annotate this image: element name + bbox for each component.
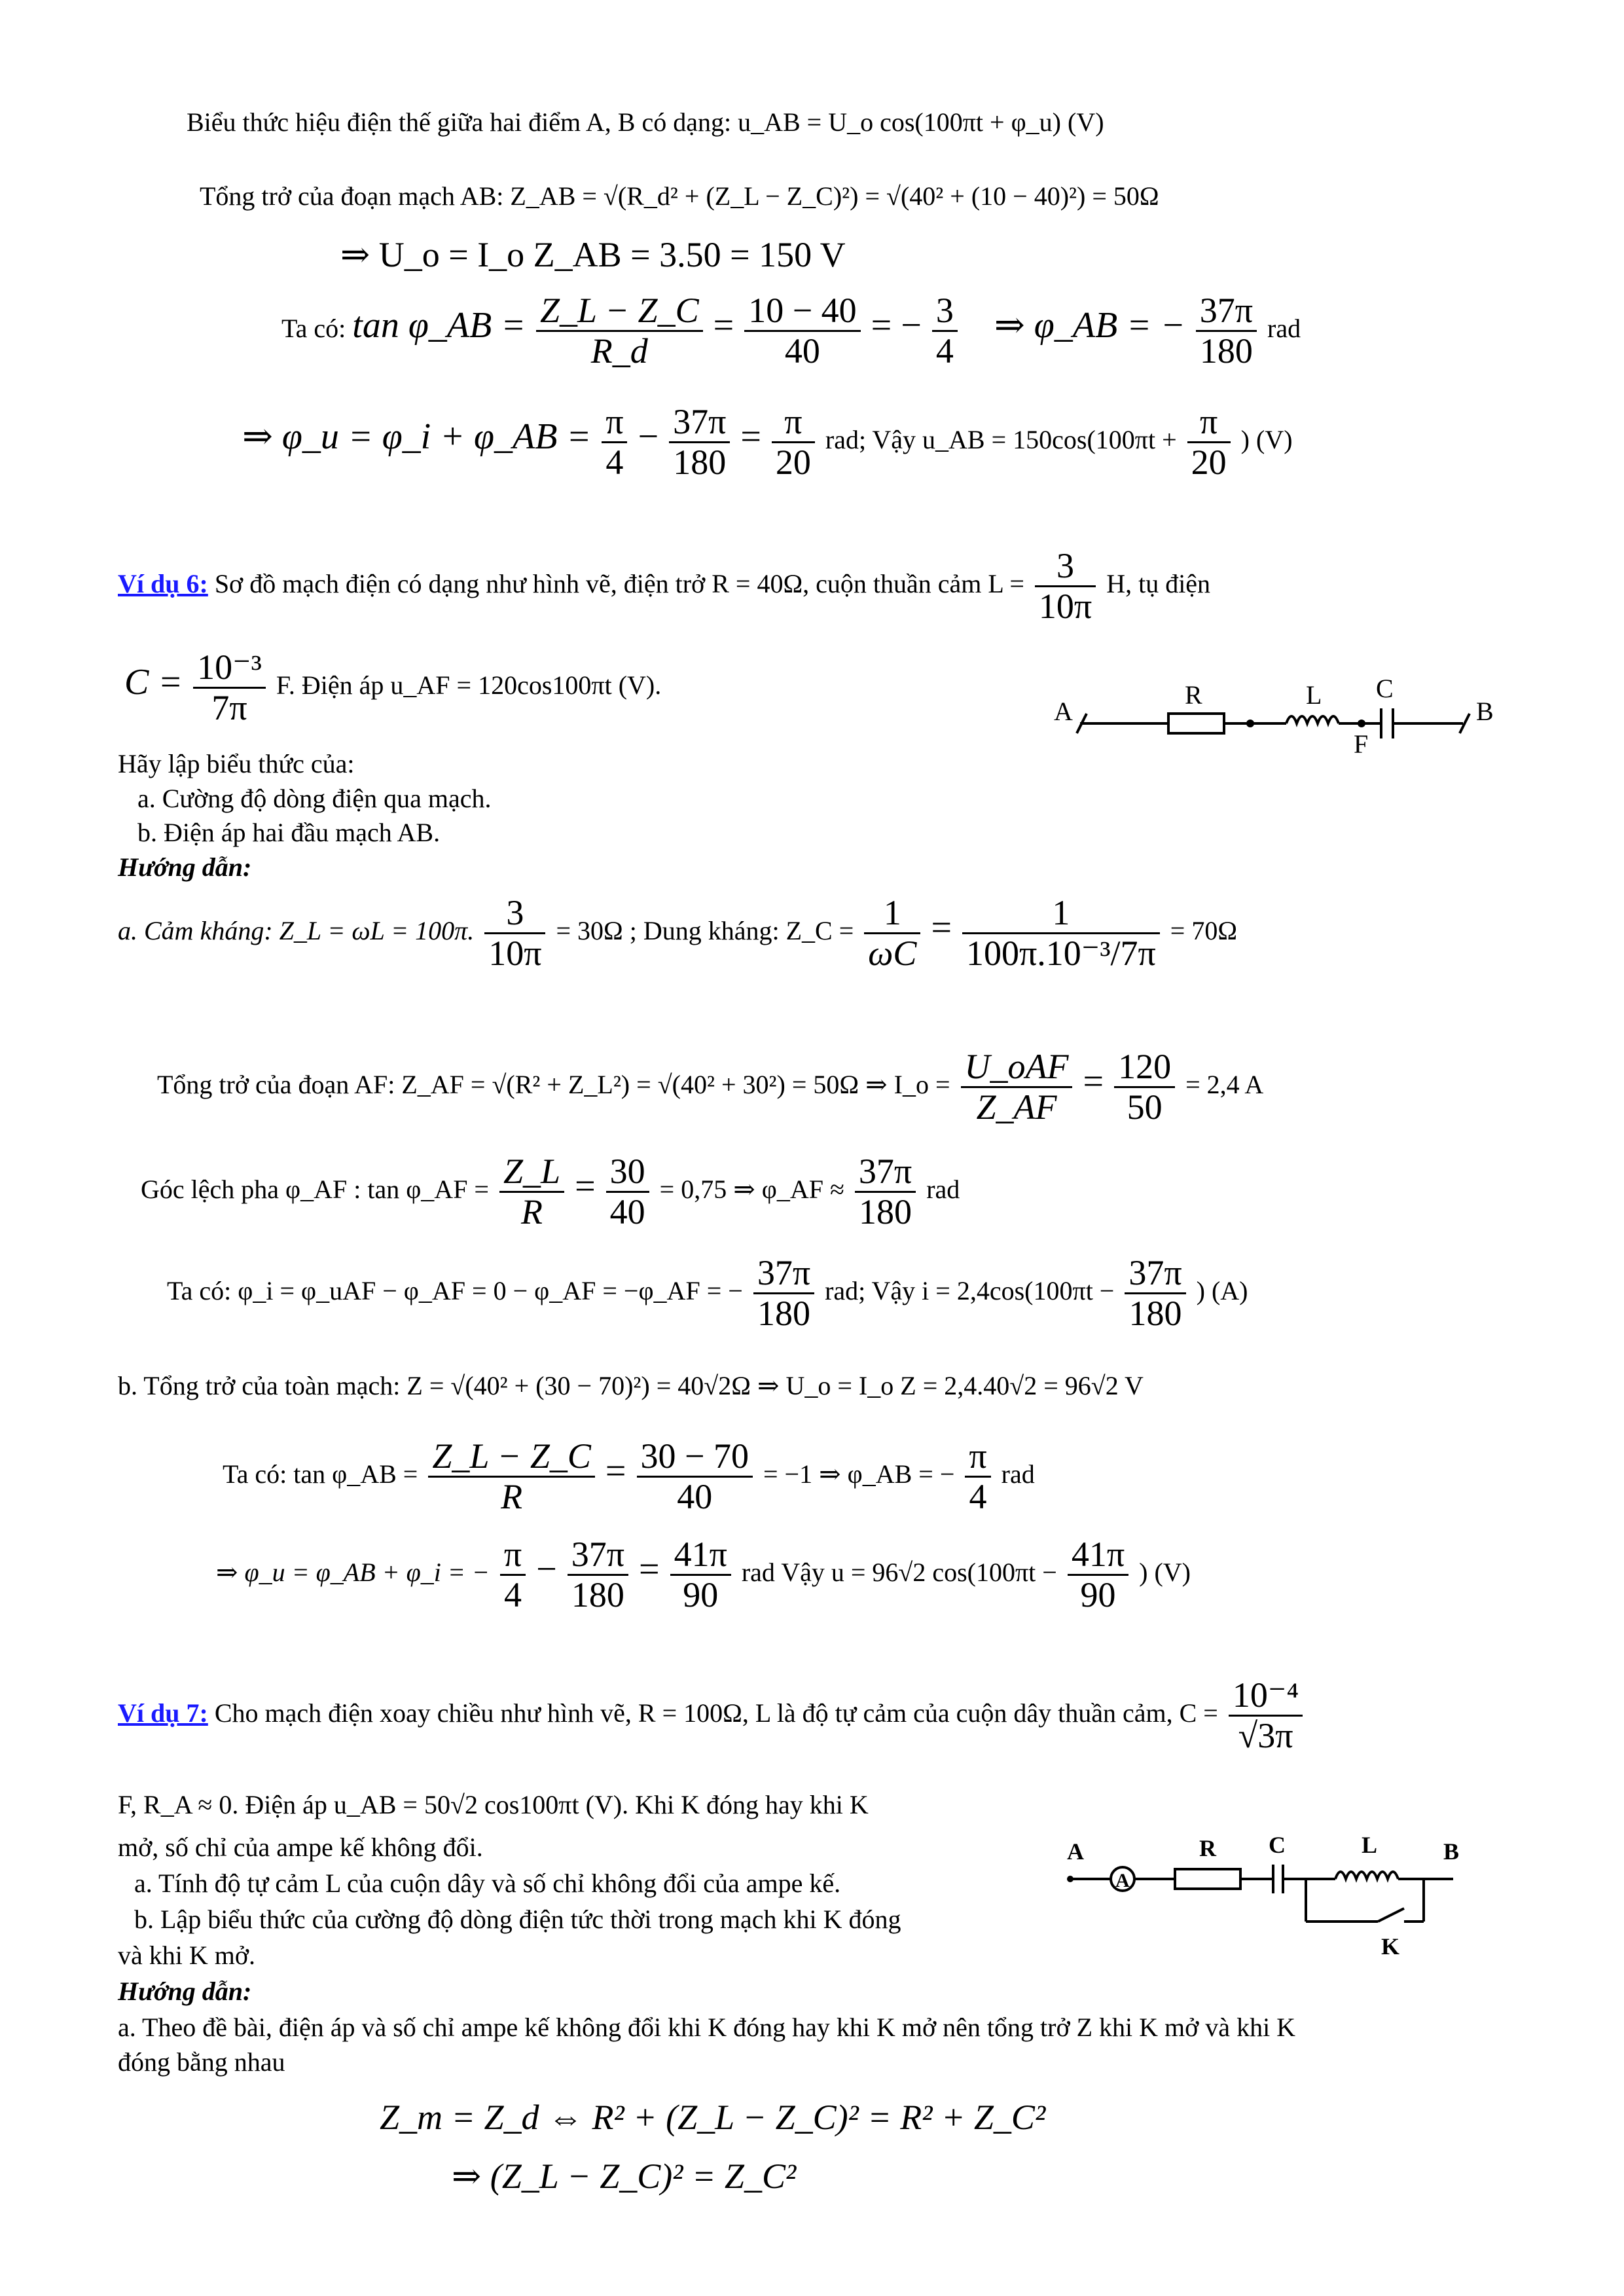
example-7-question-b-cont: và khi K mở. [118,1941,256,1970]
solution-6-a-phase: Góc lệch pha φ_AF : tan φ_AF = $\frac{Z\_L}{R}$ = $\frac{30}{40}$ = 0,75 ⇒ φ_AF ≈ $\frac{37\pi}{180}$ rad [141,1152,960,1232]
formula-tan-phi-ab: Ta có: tan φ_AB = $\frac{Z\_L - Z\_C}{R\_d}$ = $\frac{10 - 40}{40}$ = − $\frac{3}{4}$ ⇒ φ_AB = − $\frac{37\pi}{180}$ rad [281,291,1301,371]
solution-6-a-impedance: Tổng trở của đoạn AF: Z_AF = √(R² + Z_L²) = √(40² + 30²) = 50Ω ⇒ I_o = $\frac{\text{U\_oAF}}{Z\_AF}$ = $\frac{120}{50}$ = 2,4 A [157,1047,1264,1127]
capacitor-label: C [1376,674,1394,703]
formula-uab-form: Biểu thức hiệu điện thế giữa hai điểm A, B có dạng: u_AB = U_o cos(100πt + φ_u) (V) [187,107,1104,137]
example-7-condition: mở, số chỉ của ampe kế không đổi. [118,1832,483,1862]
resistor-r [1168,714,1224,733]
switch-k [1378,1908,1404,1922]
node-b-label: B [1443,1838,1460,1865]
example-7-solution-line1: a. Theo đề bài, điện áp và số chỉ ampe kế không đổi khi K đóng hay khi K mở nên tổng trở Z khi K mở và khi K [118,2013,1296,2042]
example-7-voltage: F, R_A ≈ 0. Điện áp u_AB = 50√2 cos100πt (V). Khi K đóng hay khi K [118,1790,869,1819]
example-7-question-b: b. Lập biểu thức của cường độ dòng điện tức thời trong mạch khi K đóng [134,1904,901,1934]
circuit-diagram-2 [1060,1820,1479,1964]
switch-label: K [1381,1933,1400,1959]
resistor-r [1175,1869,1240,1889]
guide-heading-2: Hướng dẫn: [118,1977,252,2006]
inductor-l [1335,1872,1398,1879]
example-7-eq1: Z_m = Z_d ⇔ R² + (Z_L − Z_C)² = R² + Z_C² [380,2098,1046,2137]
resistor-label: R [1199,1835,1216,1861]
inductor-label: L [1306,680,1322,710]
resistor-label: R [1185,680,1202,710]
node-f-label: F [1354,729,1369,753]
solution-6-a-current: Ta có: φ_i = φ_uAF − φ_AF = 0 − φ_AF = −φ_AF = − $\frac{37\pi}{180}$ rad; Vậy i = 2,4cos(100πt − $\frac{37\pi}{180}$ ) (A) [167,1253,1248,1334]
example-6-capacitor: C = $\frac{\text{10⁻³}}{7\pi}$ F. Điện áp u_AF = 120cos100πt (V). [124,647,662,728]
guide-heading-1: Hướng dẫn: [118,852,252,882]
example-7-question-a: a. Tính độ tự cảm L của cuộn dây và số chỉ không đổi của ampe kế. [134,1868,841,1898]
example-6-question: Hãy lập biểu thức của: [118,749,355,778]
svg-text:A: A [1115,1870,1130,1891]
inductor-label: L [1362,1832,1378,1858]
formula-zab: Tổng trở của đoạn mạch AB: Z_AB = √(R_d² + (Z_L − Z_C)²) = √(40² + (10 − 40)²) = 50Ω [200,181,1159,211]
example-7-eq2: ⇒ (Z_L − Z_C)² = Z_C² [452,2157,797,2196]
example-6-label: Ví dụ 6: [118,569,208,599]
formula-uo: ⇒ U_o = I_o Z_AB = 3.50 = 150 V [340,235,846,274]
example-6-question-b: b. Điện áp hai đầu mạch AB. [137,818,441,847]
circuit-diagram-1 [1041,668,1512,753]
example-7-intro: Ví dụ 7: Cho mạch điện xoay chiều như hình vẽ, R = 100Ω, L là độ tự cảm của cuộn dây thuần cảm, C = $\frac{\text{10⁻⁴}}{√3\pi}$ [118,1676,1307,1756]
solution-6-a-reactance: a. Cảm kháng: Z_L = ωL = 100π. $\frac{3}{10\pi}$ = 30Ω ; Dung kháng: Z_C = $\frac{1}{\omega C}$ = $\frac{1}{\text{100π.10⁻³/7π}}$ = 70Ω [118,893,1238,974]
example-6-question-a: a. Cường độ dòng điện qua mạch. [137,784,492,813]
formula-phi-u: ⇒ φ_u = φ_i + φ_AB = $\frac{\pi}{4}$ − $\frac{37\pi}{180}$ = $\frac{\pi}{20}$ rad; Vậy u_AB = 150cos(100πt + $\frac{\pi}{20}$ ) (V) [242,402,1293,483]
node-b-label: B [1476,697,1494,726]
example-7-label: Ví dụ 7: [118,1698,208,1728]
inductor-l [1286,716,1339,723]
solution-6-b-voltage: ⇒ φ_u = φ_AB + φ_i = − $\frac{\pi}{4}$ − $\frac{37\pi}{180}$ = $\frac{41\pi}{90}$ rad Vậy u = 96√2 cos(100πt − $\frac{41\pi}{90}$ ) (V) [216,1535,1191,1615]
solution-6-b-tan: Ta có: tan φ_AB = $\frac{Z\_L - Z\_C}{R}$ = $\frac{30 - 70}{40}$ = −1 ⇒ φ_AB = − $\frac{\pi}{4}$ rad [223,1436,1035,1517]
node-a-label: A [1054,697,1073,726]
node-a-label: A [1067,1838,1084,1865]
solution-6-b-impedance: b. Tổng trở của toàn mạch: Z = √(40² + (30 − 70)²) = 40√2Ω ⇒ U_o = I_o Z = 2,4.40√2 = 96√2 V [118,1371,1144,1400]
example-7-solution-line2: đóng bằng nhau [118,2047,285,2077]
capacitor-label: C [1269,1832,1286,1858]
example-6-intro: Ví dụ 6: Sơ đồ mạch điện có dạng như hình vẽ, điện trở R = 40Ω, cuộn thuần cảm L = $\frac{3}{10\pi}$ H, tụ điện [118,546,1211,627]
